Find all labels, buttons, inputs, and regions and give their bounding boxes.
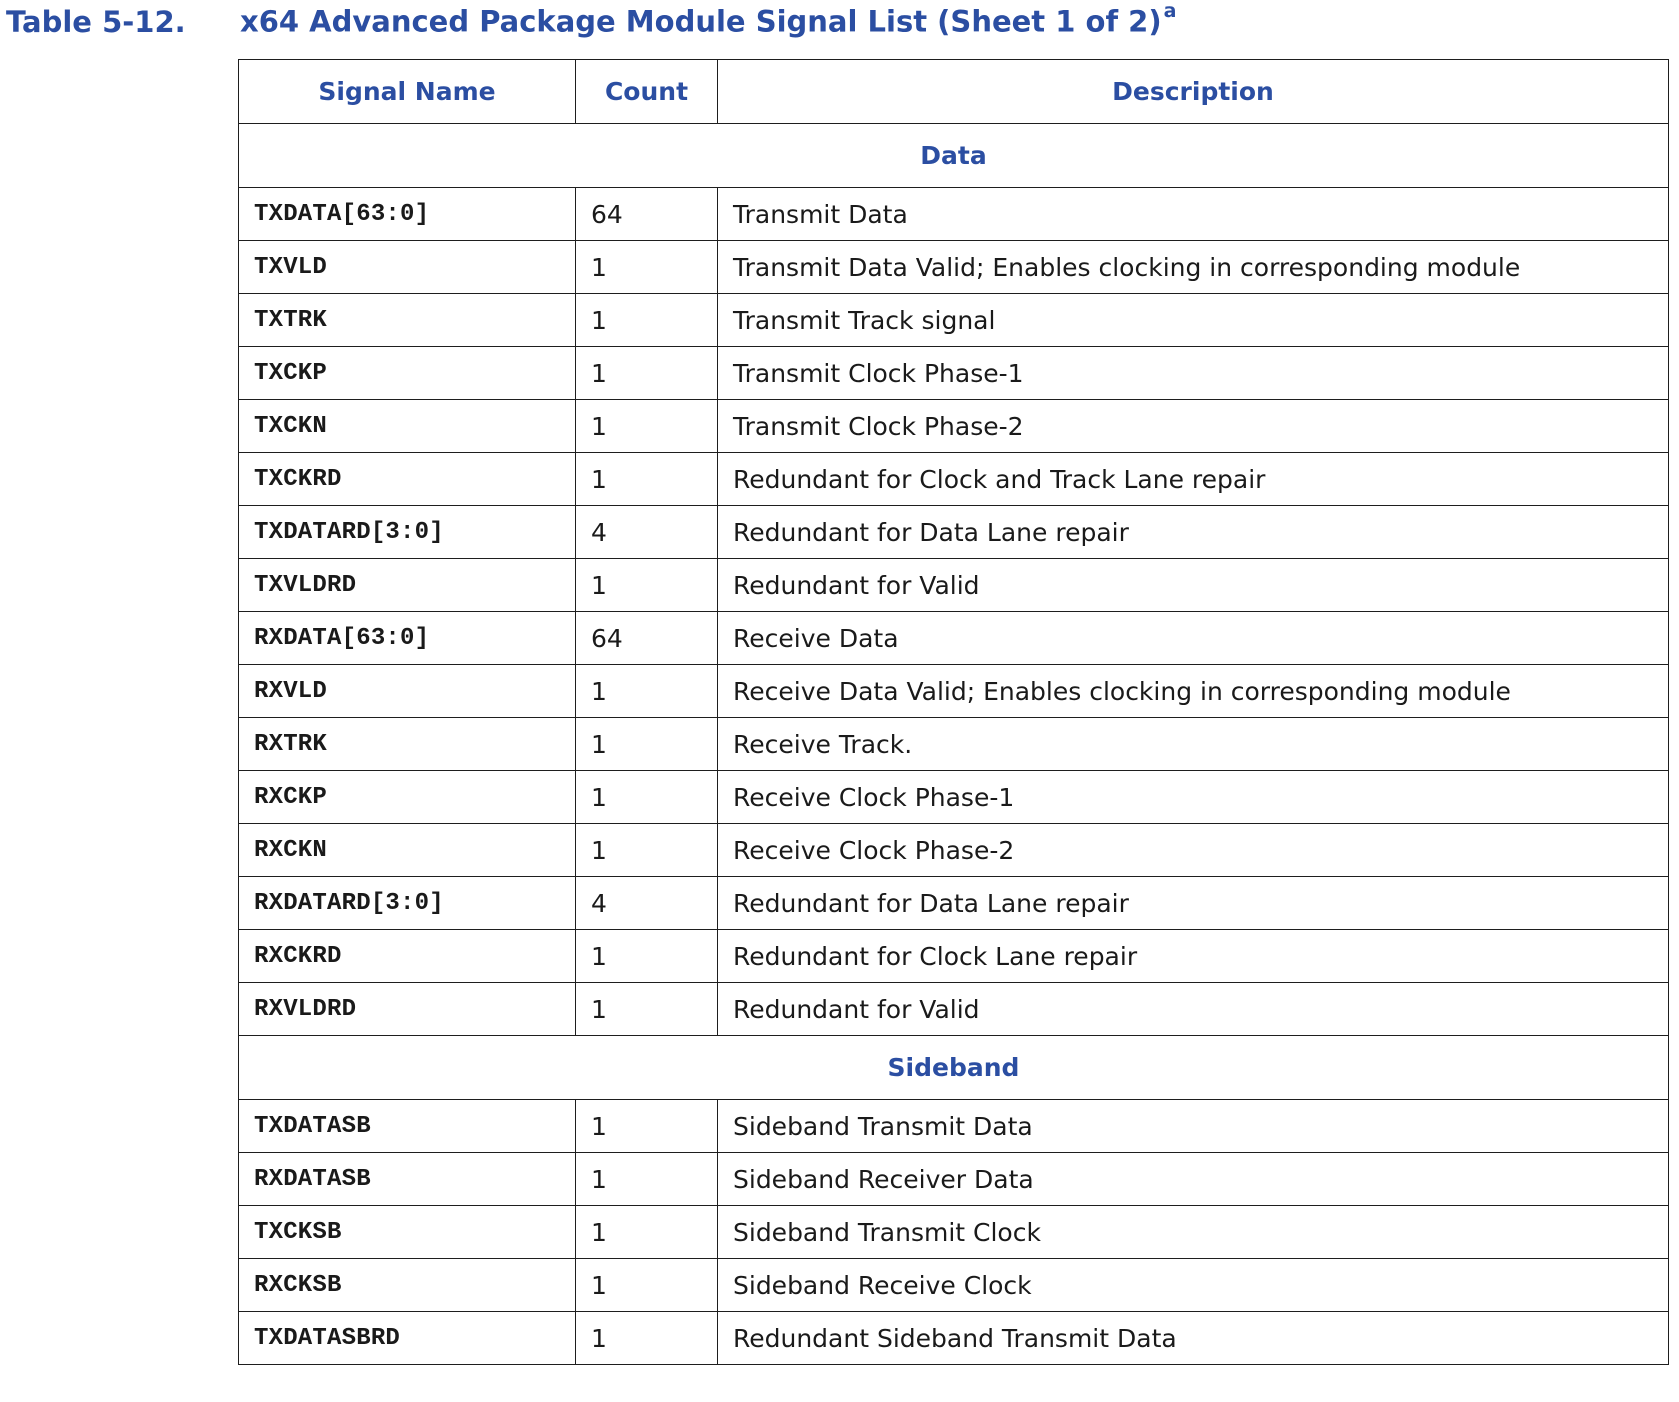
count-cell: 1	[576, 983, 718, 1036]
section-row	[239, 1036, 1669, 1100]
description-cell: Sideband Receiver Data	[718, 1153, 1669, 1206]
signal-name-cell: RXVLDRD	[239, 983, 576, 1036]
table-row	[239, 559, 1669, 612]
signal-name-cell: RXTRK	[239, 718, 576, 771]
count-cell: 1	[576, 453, 718, 506]
header-row	[239, 60, 1669, 124]
signal-name-cell: TXVLD	[239, 241, 576, 294]
count-cell: 1	[576, 665, 718, 718]
signal-name-cell: TXVLDRD	[239, 559, 576, 612]
section-title: Data	[239, 124, 1669, 188]
count-cell: 1	[576, 1153, 718, 1206]
count-cell: 1	[576, 718, 718, 771]
signal-name-cell: TXTRK	[239, 294, 576, 347]
description-cell: Transmit Data Valid; Enables clocking in corresponding module	[718, 241, 1669, 294]
table-row	[239, 877, 1669, 930]
count-cell: 1	[576, 241, 718, 294]
count-cell: 1	[576, 1100, 718, 1153]
table-body	[239, 124, 1669, 1365]
count-cell: 64	[576, 612, 718, 665]
signal-list-table	[238, 59, 1669, 1365]
column-header-description: Description	[718, 60, 1669, 124]
description-cell: Redundant for Valid	[718, 559, 1669, 612]
count-cell: 1	[576, 930, 718, 983]
description-cell: Redundant for Clock and Track Lane repair	[718, 453, 1669, 506]
table-row	[239, 188, 1669, 241]
table-row	[239, 400, 1669, 453]
description-cell: Receive Data	[718, 612, 1669, 665]
signal-name-cell: RXCKRD	[239, 930, 576, 983]
signal-name-cell: RXCKP	[239, 771, 576, 824]
count-cell: 4	[576, 506, 718, 559]
count-cell: 64	[576, 188, 718, 241]
description-cell: Sideband Receive Clock	[718, 1259, 1669, 1312]
table-row	[239, 930, 1669, 983]
table-row	[239, 294, 1669, 347]
signal-name-cell: TXCKN	[239, 400, 576, 453]
table-row	[239, 347, 1669, 400]
table-row	[239, 1100, 1669, 1153]
signal-name-cell: TXDATASB	[239, 1100, 576, 1153]
signal-name-cell: TXDATA[63:0]	[239, 188, 576, 241]
table-row	[239, 506, 1669, 559]
table-caption	[6, 0, 1177, 44]
description-cell: Receive Clock Phase-1	[718, 771, 1669, 824]
description-cell: Redundant for Data Lane repair	[718, 877, 1669, 930]
table-row	[239, 1153, 1669, 1206]
description-cell: Transmit Clock Phase-2	[718, 400, 1669, 453]
count-cell: 1	[576, 771, 718, 824]
table-row	[239, 453, 1669, 506]
description-cell: Transmit Track signal	[718, 294, 1669, 347]
table-title	[240, 0, 1177, 39]
count-cell: 1	[576, 1206, 718, 1259]
signal-name-cell: RXDATA[63:0]	[239, 612, 576, 665]
table-row	[239, 1206, 1669, 1259]
footnote-mark[interactable]: a	[1163, 0, 1177, 22]
description-cell: Sideband Transmit Data	[718, 1100, 1669, 1153]
signal-name-cell: RXDATASB	[239, 1153, 576, 1206]
description-cell: Redundant for Clock Lane repair	[718, 930, 1669, 983]
count-cell: 1	[576, 1259, 718, 1312]
table-row	[239, 241, 1669, 294]
table-row	[239, 1259, 1669, 1312]
description-cell: Receive Clock Phase-2	[718, 824, 1669, 877]
column-header-signal-name: Signal Name	[239, 60, 576, 124]
table-number: Table 5-12.	[6, 4, 186, 39]
count-cell: 1	[576, 400, 718, 453]
description-cell: Redundant for Data Lane repair	[718, 506, 1669, 559]
signal-name-cell: RXCKSB	[239, 1259, 576, 1312]
description-cell: Sideband Transmit Clock	[718, 1206, 1669, 1259]
signal-name-cell: TXCKSB	[239, 1206, 576, 1259]
column-header-count: Count	[576, 60, 718, 124]
count-cell: 1	[576, 559, 718, 612]
table-row	[239, 665, 1669, 718]
table-row	[239, 824, 1669, 877]
signal-name-cell: TXCKRD	[239, 453, 576, 506]
description-cell: Receive Track.	[718, 718, 1669, 771]
description-cell: Redundant for Valid	[718, 983, 1669, 1036]
description-cell: Redundant Sideband Transmit Data	[718, 1312, 1669, 1365]
description-cell: Transmit Clock Phase-1	[718, 347, 1669, 400]
signal-name-cell: TXCKP	[239, 347, 576, 400]
signal-name-cell: RXVLD	[239, 665, 576, 718]
table-row	[239, 718, 1669, 771]
signal-name-cell: RXCKN	[239, 824, 576, 877]
count-cell: 1	[576, 347, 718, 400]
signal-name-cell: RXDATARD[3:0]	[239, 877, 576, 930]
signal-name-cell: TXDATASBRD	[239, 1312, 576, 1365]
table-title-text: x64 Advanced Package Module Signal List (Sheet 1 of 2)	[240, 4, 1162, 39]
table-row	[239, 771, 1669, 824]
table-row	[239, 983, 1669, 1036]
count-cell: 1	[576, 1312, 718, 1365]
signal-name-cell: TXDATARD[3:0]	[239, 506, 576, 559]
count-cell: 1	[576, 294, 718, 347]
count-cell: 1	[576, 824, 718, 877]
section-title: Sideband	[239, 1036, 1669, 1100]
table-row	[239, 1312, 1669, 1365]
section-row	[239, 124, 1669, 188]
count-cell: 4	[576, 877, 718, 930]
description-cell: Receive Data Valid; Enables clocking in corresponding module	[718, 665, 1669, 718]
description-cell: Transmit Data	[718, 188, 1669, 241]
table-row	[239, 612, 1669, 665]
